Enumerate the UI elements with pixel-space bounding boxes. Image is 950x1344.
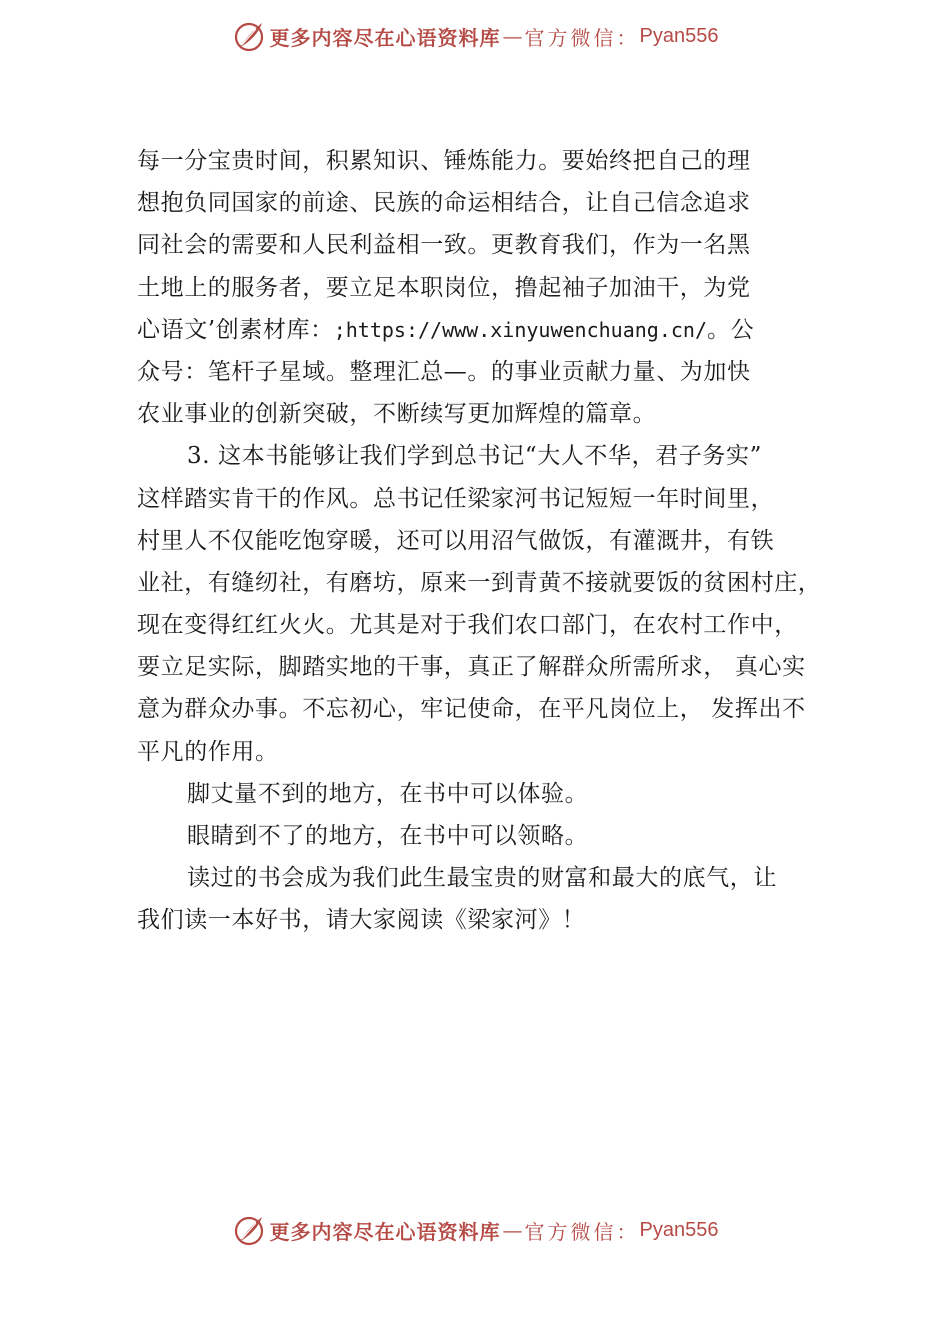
website-url-text: ;https://www.xinyuwenchuang.cn/ xyxy=(333,317,707,342)
line-5-tail: 。公 xyxy=(707,316,755,343)
paragraph-line-6: 众号：笔杆子星域。整理汇总—。的事业贡献力量、为加快 xyxy=(137,358,751,385)
feather-pen-logo-icon xyxy=(232,1213,266,1247)
paragraph-line-5 xyxy=(137,309,837,351)
paragraph-line-11: 业社，有缝纫社，有磨坊，原来一到青黄不接就要饭的贫困村庄， xyxy=(137,569,822,596)
paragraph-line-9: 这样踏实肯干的作风。总书记任梁家河书记短短一年时间里， xyxy=(137,485,775,512)
footer-watermark-banner xyxy=(0,1210,950,1250)
paragraph-line-17: 眼睛到不了的地方，在书中可以领略。 xyxy=(187,823,589,849)
feather-pen-logo-icon xyxy=(232,19,266,53)
banner-wechat-label: 官方微信： xyxy=(524,1219,640,1244)
banner-title: 更多内容尽在心语资料库 xyxy=(269,1219,501,1244)
banner-separator: — xyxy=(502,1218,523,1242)
banner-title: 更多内容尽在心语资料库 xyxy=(269,25,501,50)
paragraph-line-19: 我们读一本好书，请大家阅读《梁家河》！ xyxy=(137,907,586,934)
paragraph-line-2: 想抱负同国家的前途、民族的命运相结合，让自己信念追求 xyxy=(137,190,751,217)
banner-wechat-id: Pyan556 xyxy=(639,1218,719,1241)
paragraph-line-14: 意为群众办事。不忘初心，牢记使命，在平凡岗位上， 发挥出不 xyxy=(137,696,806,723)
paragraph-line-18: 读过的书会成为我们此生最宝贵的财富和最大的底气，让 xyxy=(187,865,777,892)
paragraph-line-15: 平凡的作用。 xyxy=(137,738,279,765)
paragraph-line-1: 每一分宝贵时间，积累知识、锤炼能力。要始终把自己的理 xyxy=(137,148,751,174)
paragraph-line-16: 脚丈量不到的地方，在书中可以体验。 xyxy=(187,780,589,807)
paragraph-line-7: 农业事业的创新突破，不断续写更加辉煌的篇章。 xyxy=(137,401,657,428)
paragraph-line-13: 要立足实际，脚踏实地的干事，真正了解群众所需所求， 真心实 xyxy=(137,654,806,681)
paragraph-line-4: 土地上的服务者，要立足本职岗位，撸起袖子加油干，为党 xyxy=(137,274,751,301)
header-watermark-banner xyxy=(0,16,950,56)
paragraph-line-3: 同社会的需要和人民利益相一致。更教育我们，作为一名黑 xyxy=(137,232,751,259)
paragraph-line-10: 村里人不仅能吃饱穿暖，还可以用沼气做饭，有灌溉井，有铁 xyxy=(137,527,775,554)
document-body xyxy=(137,140,837,942)
paragraph-line-8: 3. 这本书能够让我们学到总书记“大人不华，君子务实” xyxy=(187,443,762,470)
line-5-text: 心语文’创素材库： xyxy=(137,316,334,343)
paragraph-line-12: 现在变得红红火火。尤其是对于我们农口部门，在农村工作中， xyxy=(137,612,798,639)
banner-wechat-label: 官方微信： xyxy=(524,25,640,50)
banner-separator: — xyxy=(502,24,523,48)
banner-wechat-id: Pyan556 xyxy=(639,24,719,47)
